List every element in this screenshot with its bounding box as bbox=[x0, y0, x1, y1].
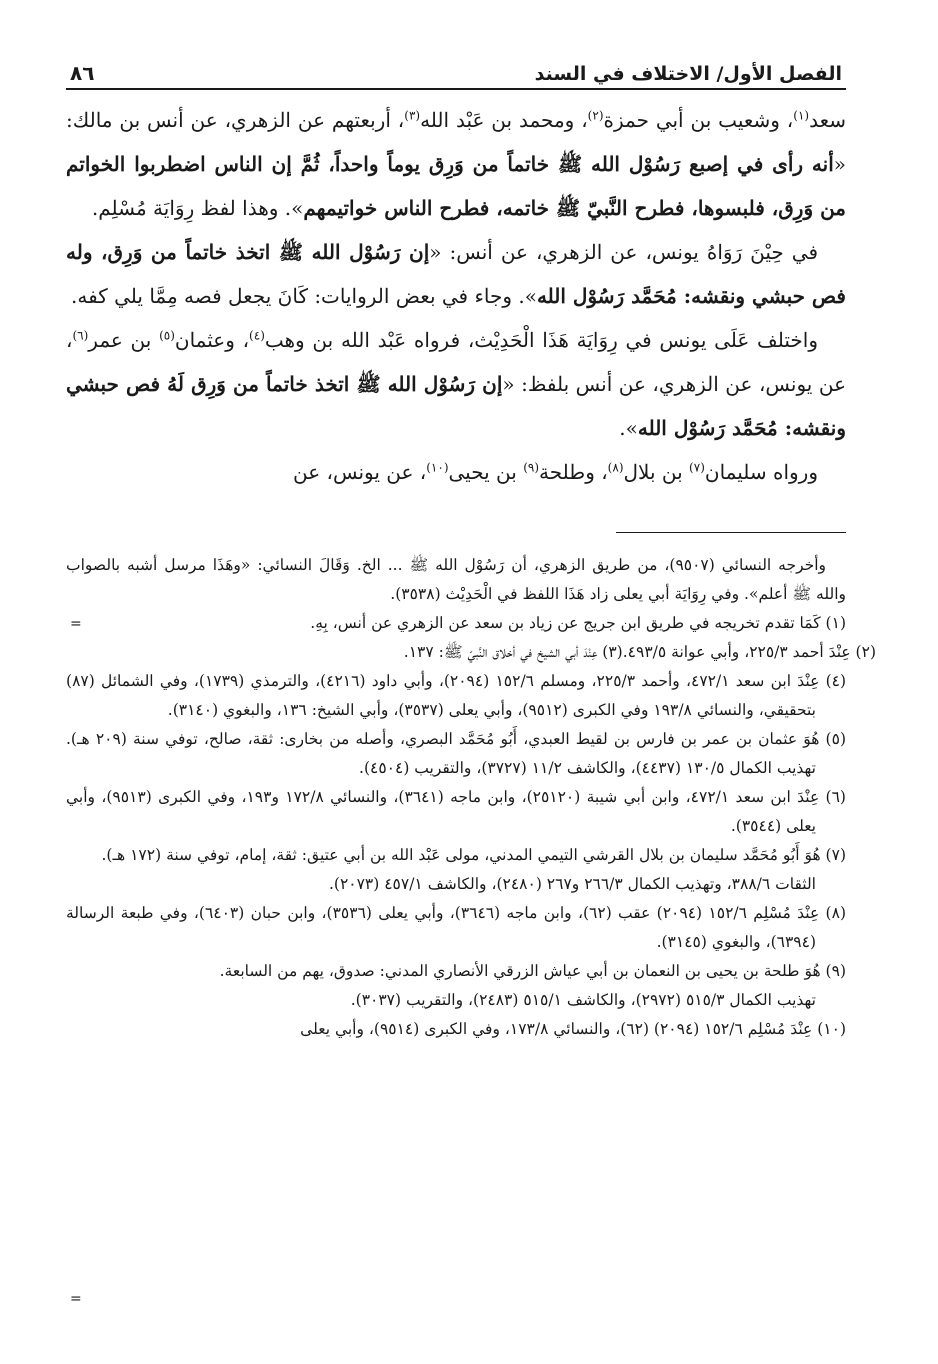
footnote-ref: (٥) bbox=[159, 328, 175, 343]
footnote-ref: (٦) bbox=[72, 328, 89, 343]
footnote-2: (٢) عِنْدَ أحمد ٢٢٥/٣، وأبي عوانة ٤٩٣/٥. bbox=[622, 643, 876, 661]
footnote-9-refs: تهذيب الكمال ٥١٥/٣ (٢٩٧٢)، والكاشف ٥١٥/١ (٢٤٨٣)، والتقريب (٣٠٣٧). bbox=[350, 991, 816, 1009]
continuation-mark-bottom: = bbox=[70, 1291, 82, 1307]
text-run: واختلف عَلَى يونس في رِوَايَة هَذَا الْحَدِيْث، فرواه عَبْد الله بن وهب bbox=[264, 328, 818, 352]
text-run: ، أربعتهم عن الزهري، عن أنس بن مالك: « bbox=[66, 108, 846, 176]
footnote-6: (٦) عِنْدَ ابن سعد ٤٧٢/١، وابن أبي شيبة (٢٥١٢٠)، وابن ماجه (٣٦٤١)، والنسائي ١٧٢/٨ و١٩٣، وفي الكبرى (٩٥١٣)، وأبي يعلى (٣٥٤٤). bbox=[66, 788, 846, 835]
text-run: ، عن يونس، عن bbox=[292, 460, 427, 484]
footnote-7-refs: الثقات ٣٨٨/٦، وتهذيب الكمال ٢٦٦/٣ و٢٦٧ (٢٤٨٠)، والكاشف ٤٥٧/١ (٢٠٧٣). bbox=[328, 875, 816, 893]
text-run: بن عمر bbox=[88, 328, 160, 352]
text-run: ، ومحمد بن عَبْد الله bbox=[420, 108, 588, 132]
running-header bbox=[66, 52, 846, 90]
text-run: سعد bbox=[809, 108, 846, 132]
text-run: ، عن يونس، عن الزهري، عن أنس بلفظ: « bbox=[66, 328, 847, 396]
footnote-1: (١) كَمَا تقدم تخريجه في طريق ابن جريج عن زياد بن سعد عن الزهري عن أنس، بِهِ. bbox=[310, 614, 846, 632]
footnote-ref: (٩) bbox=[523, 460, 540, 475]
chapter-title: الفصل الأول/ الاختلاف في السند bbox=[534, 63, 842, 85]
main-paragraph bbox=[66, 318, 846, 450]
hadith-quote: إن رَسُوْل الله ﷺ اتخذ خاتماً من وَرِق، وله فص حبشي ونقشه: مُحَمَّد رَسُوْل الله bbox=[66, 240, 846, 308]
continuation-mark-top: = bbox=[70, 616, 82, 632]
text-run: ، وعثمان bbox=[174, 328, 250, 352]
footnotes bbox=[66, 551, 876, 1044]
text-run: ». bbox=[619, 416, 638, 440]
footnote-ref: (٨) bbox=[607, 460, 624, 475]
footnote-8: (٨) عِنْدَ مُسْلِم ١٥٢/٦ (٢٠٩٤) عقب (٦٢)، وابن ماجه (٣٦٤٦)، وأبي يعلى (٣٥٣٦)، وابن حبان (٦٤٠٣)، وفي طبعة الرسالة (٦٣٩٤)، والبغوي (٣١٤٥). bbox=[66, 904, 846, 951]
footnote-9: (٩) هُوَ طلحة بن يحيى بن النعمان بن أبي عياش الزرقي الأنصاري المدني: صدوق، يهم من السابعة. bbox=[219, 962, 846, 980]
footnote-3: (٣) عِنْدَ أبي الشيخ في أخلاق النَّبيّ ﷺ: ١٣٧. bbox=[403, 643, 623, 661]
footnote-ref: (١) bbox=[793, 108, 810, 123]
main-text bbox=[66, 98, 846, 494]
footnote-ref: (٢) bbox=[587, 108, 604, 123]
main-paragraph bbox=[66, 230, 846, 318]
main-paragraph bbox=[66, 450, 846, 494]
footnote-10: (١٠) عِنْدَ مُسْلِم ١٥٢/٦ (٢٠٩٤) (٦٢)، والنسائي ١٧٣/٨، وفي الكبرى (٩٥١٤)، وأبي يعلى bbox=[300, 1020, 846, 1038]
text-run: ». وجاء في بعض الروايات: كَانَ يجعل فصه مِمَّا يلي كفه. bbox=[71, 284, 537, 308]
text-run: ، وشعيب بن أبي حمزة bbox=[603, 108, 794, 132]
footnote-continuation: وأخرجه النسائي (٩٥٠٧)، من طريق الزهري، أن رَسُوْل الله ﷺ ... الخ. وَقَالَ النسائي: «وهَذَا مرسل أشبه بالصواب والله ﷺ أعلم». وفي رِوَايَة أبي يعلى زاد هَذَا اللفظ في الْحَدِيْث (٣٥٣٨). bbox=[66, 556, 846, 603]
footnote-2-3 bbox=[66, 638, 876, 667]
text-run: ». وهذا لفظ رِوَايَة مُسْلِم. bbox=[91, 196, 304, 220]
text-run: بن يحيى bbox=[448, 460, 524, 484]
footnote-ref: (٣) bbox=[404, 108, 421, 123]
footnote-ref: (١٠) bbox=[426, 460, 449, 475]
page-number: ٨٦ bbox=[70, 61, 95, 85]
footnote-separator bbox=[616, 532, 846, 533]
footnote-ref: (٤) bbox=[249, 328, 265, 343]
footnote-ref: (٧) bbox=[689, 460, 705, 475]
text-run: بن بلال bbox=[623, 460, 690, 484]
footnote-7: (٧) هُوَ أَبُو مُحَمَّد سليمان بن بلال القرشي التيمي المدني، مولى عَبْد الله بن أبي عتيق: ثقة، إمام، توفي سنة (١٧٢ هـ). bbox=[101, 846, 846, 864]
book-page bbox=[66, 52, 876, 1342]
footnote-4: (٤) عِنْدَ ابن سعد ٤٧٢/١، وأحمد ٢٢٥/٣، ومسلم ١٥٢/٦ (٢٠٩٤)، وأبي داود (٤٢١٦)، والترمذي (١٧٣٩)، وفي الشمائل (٨٧) بتحقيقي، والنسائي ١٩٣/٨ وفي الكبرى (٩٥١٢)، وأبي يعلى (٣٥٣٧)، وأبي الشيخ: ١٣٦، والبغوي (٣١٤٠). bbox=[66, 672, 847, 719]
hadith-quote: إن رَسُوْل الله ﷺ اتخذ خاتماً من وَرِق لَهُ فص حبشي ونقشه: مُحَمَّد رَسُوْل الله bbox=[66, 372, 846, 440]
footnote-5: (٥) هُوَ عثمان بن عمر بن فارس بن لقيط العبدي، أَبُو مُحَمَّد البصري، وأصله من بخارى: ثقة، صالح، توفي سنة (٢٠٩ هـ). تهذيب الكمال ١٣٠/٥ (٤٤٣٧)، والكاشف ١١/٢ (٣٧٢٧)، والتقريب (٤٥٠٤). bbox=[66, 730, 846, 777]
text-run: ، وطلحة bbox=[539, 460, 608, 484]
text-run: ورواه سليمان bbox=[704, 460, 818, 484]
main-paragraph bbox=[66, 98, 846, 230]
text-run: في حِيْنَ رَوَاهُ يونس، عن الزهري، عن أنس: « bbox=[429, 240, 818, 264]
hadith-quote: أنه رأى في إصبع رَسُوْل الله ﷺ خاتماً من وَرِق يوماً واحداً، ثُمَّ إن الناس اضطربوا الخواتم من وَرِق، فلبسوها، فطرح النَّبيّ ﷺ خاتمه، فطرح الناس خواتيمهم bbox=[66, 152, 846, 220]
